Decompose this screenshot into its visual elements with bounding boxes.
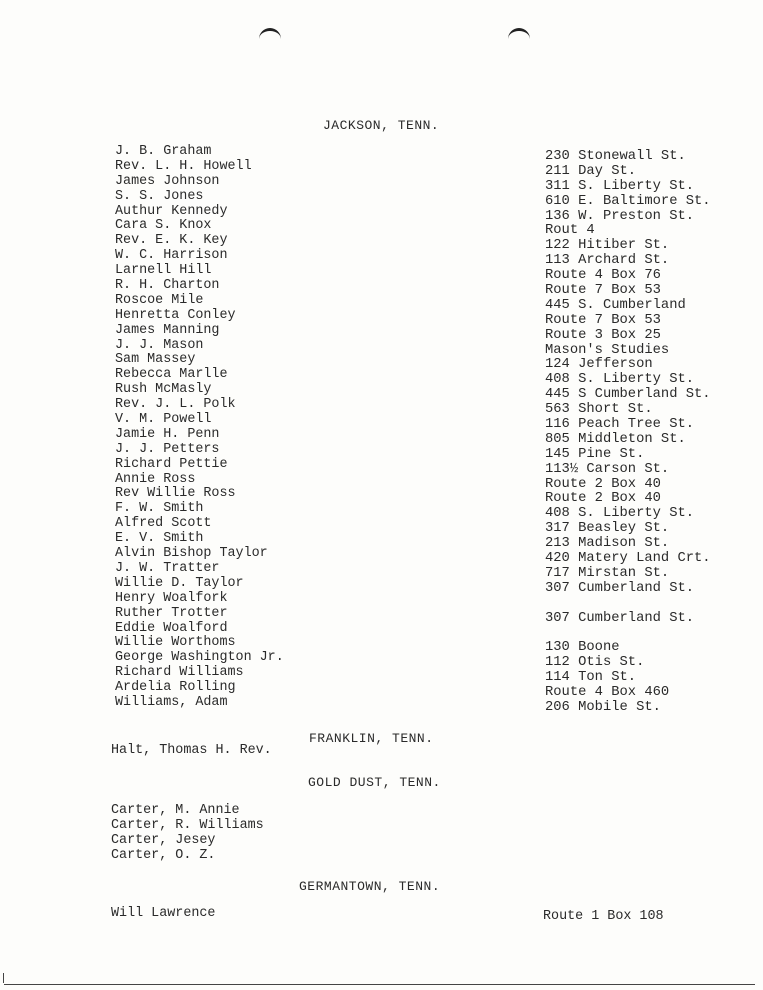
jackson-name-row: Williams, Adam [115, 694, 228, 710]
jackson-name-row: Rebecca Marlle [115, 367, 228, 383]
jackson-address-row: 211 Day St. [545, 163, 637, 179]
jackson-address-row: 408 S. Liberty St. [545, 372, 695, 388]
jackson-name-row: James Manning [115, 322, 220, 338]
jackson-name-row: W. C. Harrison [115, 248, 228, 264]
jackson-name-row: Rev. L. H. Howell [115, 158, 252, 174]
jackson-address-row: 408 S. Liberty St. [545, 506, 695, 522]
gold-dust-name: Carter, Jesey [111, 833, 216, 848]
jackson-address-row: 130 Boone [545, 640, 620, 656]
jackson-address-row: 311 S. Liberty St. [545, 178, 695, 194]
jackson-name-row: Eddie Woalford [115, 620, 228, 636]
gold-dust-name: Carter, M. Annie [111, 803, 240, 818]
jackson-address-row: 206 Mobile St. [545, 699, 661, 715]
jackson-name-row: Authur Kennedy [115, 203, 228, 219]
germantown-name: Will Lawrence [111, 906, 216, 921]
jackson-address-row: 136 W. Preston St. [545, 208, 695, 224]
jackson-name-row: Willie Worthoms [115, 635, 236, 651]
jackson-address-row: 445 S Cumberland St. [545, 387, 711, 403]
jackson-address-row: 307 Cumberland St. [545, 580, 695, 596]
jackson-name-row: J. B. Graham [115, 144, 212, 159]
jackson-address-row: 113½ Carson St. [545, 461, 670, 477]
jackson-name-row: F. W. Smith [115, 501, 204, 517]
punch-hole-mark [259, 28, 281, 43]
jackson-address-row: 307 Cumberland St. [545, 610, 695, 626]
jackson-name-row: Annie Ross [115, 471, 196, 487]
jackson-name-row: Alfred Scott [115, 516, 212, 532]
jackson-address-row: 805 Middleton St. [545, 431, 686, 447]
jackson-name-row: Rush McMasly [115, 382, 212, 398]
gold-dust-name: Carter, O. Z. [111, 848, 216, 863]
section-heading-gold-dust: GOLD DUST, TENN. [308, 775, 441, 790]
germantown-address: Route 1 Box 108 [543, 909, 664, 924]
jackson-address-row: Route 3 Box 25 [545, 327, 661, 343]
jackson-address-row: 420 Matery Land Crt. [545, 551, 711, 567]
jackson-name-row: J. J. Mason [115, 337, 204, 353]
jackson-address-row: 114 Ton St. [545, 670, 637, 686]
jackson-address-row: Route 7 Box 53 [545, 283, 661, 299]
jackson-address-row: 112 Otis St. [545, 655, 645, 671]
jackson-name-row: Sam Massey [115, 352, 196, 368]
section-heading-germantown: GERMANTOWN, TENN. [299, 879, 441, 894]
jackson-address-row [545, 627, 711, 642]
jackson-name-row: J. W. Tratter [115, 560, 220, 576]
jackson-address-row: 317 Beasley St. [545, 521, 670, 537]
jackson-address-row: 116 Peach Tree St. [545, 417, 695, 433]
jackson-address-row: Route 2 Box 40 [545, 491, 661, 507]
jackson-address-row: Rout 4 [545, 223, 595, 239]
jackson-address-row: 145 Pine St. [545, 446, 645, 462]
jackson-name-row: Ardelia Rolling [115, 680, 236, 696]
jackson-address-row: 563 Short St. [545, 402, 653, 418]
section-heading-jackson: JACKSON, TENN. [323, 118, 440, 133]
jackson-address-row: 445 S. Cumberland [545, 297, 686, 313]
franklin-name: Halt, Thomas H. Rev. [111, 743, 272, 758]
jackson-name-row: Richard Williams [115, 665, 244, 681]
jackson-address-row: 213 Madison St. [545, 536, 670, 552]
jackson-name-row: Henry Woalfork [115, 590, 228, 606]
gold-dust-name: Carter, R. Williams [111, 818, 264, 833]
jackson-address-row: Route 2 Box 40 [545, 476, 661, 492]
jackson-name-row: Rev. J. L. Polk [115, 397, 236, 413]
jackson-address-row: Mason's Studies [545, 342, 670, 358]
jackson-name-row: Willie D. Taylor [115, 575, 244, 591]
jackson-name-row: George Washington Jr. [115, 650, 284, 666]
jackson-address-row: 610 E. Baltimore St. [545, 193, 711, 209]
jackson-name-row: Roscoe Mile [115, 292, 204, 308]
jackson-address-row: 124 Jefferson [545, 357, 653, 373]
jackson-name-row: S. S. Jones [115, 188, 204, 204]
jackson-name-row: Henretta Conley [115, 307, 236, 323]
jackson-name-row: Richard Pettie [115, 456, 228, 472]
jackson-name-row: Alvin Bishop Taylor [115, 546, 268, 562]
jackson-name-row: Rev. E. K. Key [115, 233, 228, 249]
jackson-name-list [115, 145, 284, 711]
jackson-address-row: Route 7 Box 53 [545, 312, 661, 328]
jackson-address-row: Route 4 Box 76 [545, 268, 661, 284]
page-corner-mark [3, 973, 8, 983]
jackson-name-row: Larnell Hill [115, 263, 212, 279]
punch-hole-mark [508, 28, 530, 43]
jackson-name-row: James Johnson [115, 173, 220, 189]
jackson-name-row: V. M. Powell [115, 412, 212, 428]
jackson-address-row: Route 4 Box 460 [545, 685, 670, 701]
jackson-address-row [545, 597, 711, 612]
jackson-name-row: E. V. Smith [115, 531, 204, 547]
jackson-name-row: R. H. Charton [115, 278, 220, 294]
jackson-address-row: 122 Hitiber St. [545, 238, 670, 254]
jackson-address-list [545, 150, 711, 716]
jackson-name-row: Jamie H. Penn [115, 426, 220, 442]
jackson-name-row: J. J. Petters [115, 441, 220, 457]
jackson-name-row: Cara S. Knox [115, 218, 212, 234]
jackson-address-row: 717 Mirstan St. [545, 565, 670, 581]
jackson-address-row: 113 Archard St. [545, 253, 670, 269]
jackson-name-row: Rev Willie Ross [115, 486, 236, 502]
page-bottom-rule [4, 984, 755, 985]
jackson-name-row: Ruther Trotter [115, 605, 228, 621]
jackson-address-row: 230 Stonewall St. [545, 149, 686, 164]
section-heading-franklin: FRANKLIN, TENN. [309, 731, 434, 746]
